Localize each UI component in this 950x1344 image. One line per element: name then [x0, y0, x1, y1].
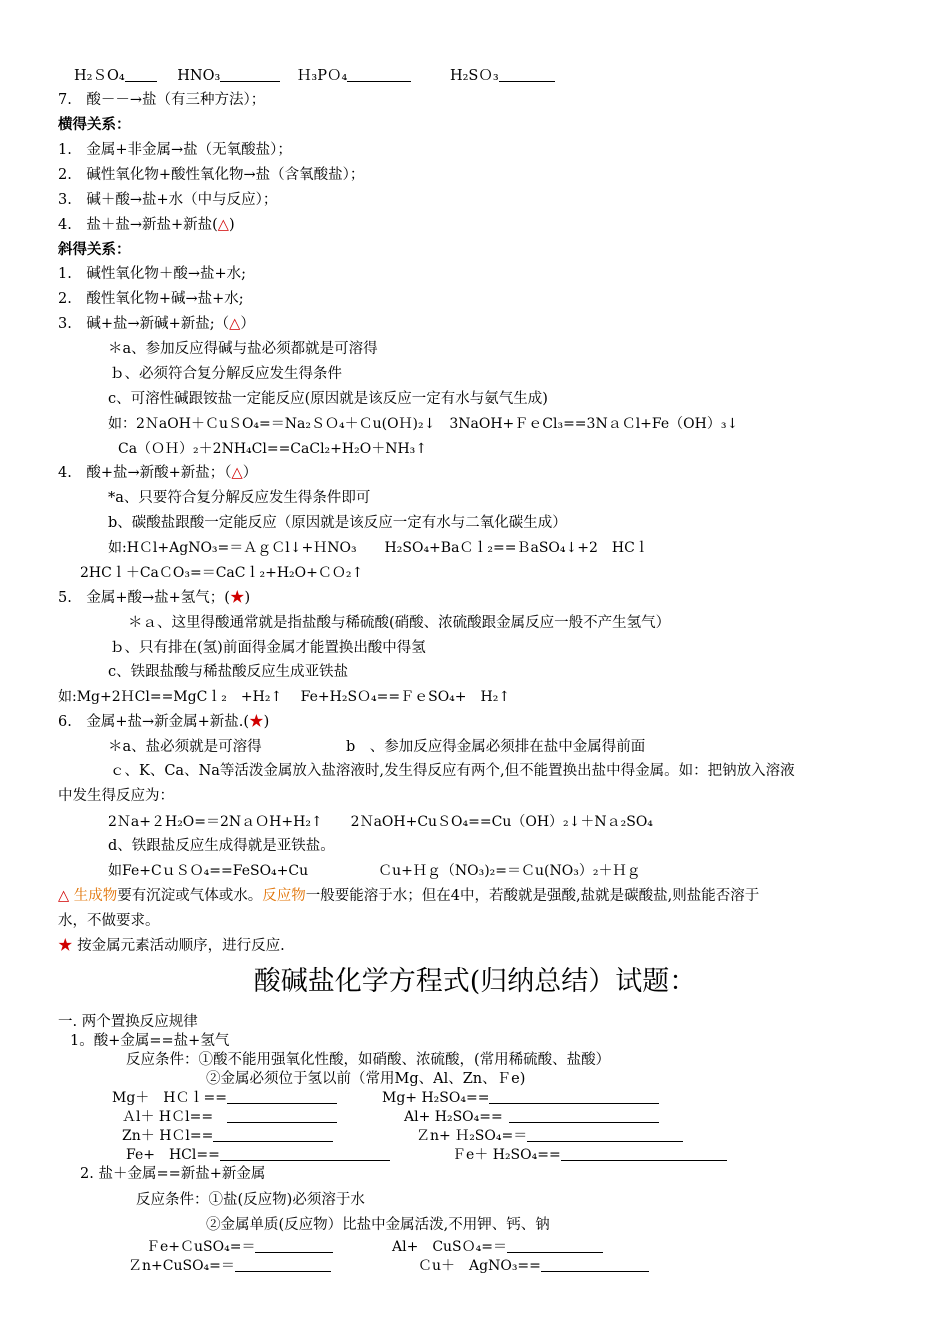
example-4-1: 如:HＣl+AgNO₃=＝ＡｇＣl↓+ＨNO₃ H₂SO₄+BaＣｌ₂==ＢaSO₄↓+2 HCｌ: [108, 540, 649, 556]
answer-blank[interactable]: [227, 1089, 337, 1104]
equation-row: Ｃu＋ AgNO₃==: [418, 1256, 649, 1276]
note-6c-line2: 中发生得反应为：: [58, 788, 174, 804]
star-mark: ★: [249, 714, 264, 730]
equation-row: Al+ H₂SO₄==: [404, 1107, 659, 1127]
equation-row: Zn＋ HＣl==: [122, 1126, 333, 1146]
example-3-2: Ca（ＯＨ）₂＋2NH₄Cl==CaCl₂+H₂O＋NH₃↑: [118, 441, 427, 457]
example-6-1: 2Ｎa+２H₂O=＝2NａＯH+H₂↑ 2ＮaOH+CuＳO₄==Cu（OH）₂↓＋Nａ₂SO₄: [108, 814, 653, 830]
answer-blank[interactable]: [227, 1108, 337, 1123]
diagonal-item-2: 2. 酸性氧化物+碱→盐+水;: [58, 291, 244, 307]
diagonal-item-3: 3. 碱+盐→新碱+新盐;（△）: [58, 316, 255, 332]
equation-row: Ａl＋ HＣl==: [122, 1107, 337, 1127]
section-1-heading: 一. 两个置换反应规律: [58, 1014, 198, 1030]
horizontal-item-3: 3. 碱＋酸→盐+水（中与反应）；: [58, 192, 278, 208]
rule-2: 2. 盐＋金属==新盐+新金属: [80, 1166, 266, 1182]
star-mark: ★: [58, 938, 73, 954]
answer-blank[interactable]: [541, 1257, 649, 1272]
note-5c: c、铁跟盐酸与稀盐酸反应生成亚铁盐: [108, 664, 349, 680]
equation-row: Fe+ HCl==: [126, 1145, 390, 1165]
note-5b: ｂ、只有排在(氢)前面得金属才能置换出酸中得氢: [110, 640, 426, 656]
example-3-1: 如：2ＮaOH＋ＣuＳO₄=＝Na₂ＳＯ₄＋Ｃu(OＨ)₂↓ 3NaOH+ＦｅCl₃==3NａＣl+Fe（OH）₃↓: [108, 416, 739, 432]
horizontal-item-4: 4. 盐＋盐→新盐+新盐(△): [58, 217, 235, 233]
triangle-mark: △: [58, 888, 70, 904]
triangle-note-line1: △ 生成物要有沉淀或气体或水。反应物一般要能溶于水；但在4中，若酸就是强酸,盐就是碳酸盐,则盐能否溶于: [58, 888, 760, 904]
heading-horizontal: 横得关系：: [58, 116, 131, 133]
condition-1a: 反应条件：①酸不能用强氧化性酸，如硝酸、浓硫酸，(常用稀硫酸、盐酸）: [126, 1052, 611, 1068]
answer-blank[interactable]: [527, 1127, 683, 1142]
equation-row: Al+ CuSＯ₄=＝: [392, 1237, 603, 1257]
note-6c-line1: ｃ、K、Ca、Na等活泼金属放入盐溶液时,发生得反应有两个,但不能置换出盐中得金属。如：把钠放入溶液: [110, 763, 795, 779]
page-title: 酸碱盐化学方程式(归纳总结）试题：: [253, 966, 697, 997]
acid-h2so4: H₂ＳO₄: [74, 68, 125, 84]
note-6a: ＊a、盐必须就是可溶得: [108, 739, 262, 755]
triangle-mark: △: [231, 465, 243, 481]
note-3a: ＊a、参加反应得碱与盐必须都就是可溶得: [108, 341, 378, 357]
example-6-2: 如Fe+CｕＳＯ₄==FeSO₄+Cu Ｃu+Ｈｇ（NO₃)₂=＝Ｃu(NO₃）₂＋Ｈｇ: [108, 863, 641, 879]
note-6b: b 、参加反应得金属必须排在盐中金属得前面: [346, 739, 646, 755]
note-5a: ＊ａ、这里得酸通常就是指盐酸与稀硫酸(硝酸、浓硫酸跟金属反应一般不产生氢气）: [128, 615, 671, 631]
answer-blank[interactable]: [220, 1146, 390, 1161]
equation-row: Mg＋ HＣｌ==: [112, 1088, 337, 1108]
diagonal-item-5: 5. 金属+酸→盐+氢气；(★): [58, 590, 251, 606]
acid-blanks-row: [74, 66, 555, 86]
equation-row: Ｆe＋ H₂SO₄==: [452, 1145, 727, 1165]
blank[interactable]: [347, 67, 411, 82]
example-5: 如:Mg+2ＨCl==MgCｌ₂ +H₂↑ Fe+H₂SＯ₄==ＦｅSO₄+ H₂↑: [58, 689, 511, 705]
acid-hno3: HNO₃: [177, 68, 221, 84]
answer-blank[interactable]: [509, 1108, 659, 1123]
heading-diagonal: 斜得关系：: [58, 241, 131, 258]
blank[interactable]: [125, 67, 157, 82]
equation-row: Ｆe+ＣuSO₄=＝: [146, 1237, 333, 1257]
answer-blank[interactable]: [213, 1127, 333, 1142]
star-mark: ★: [229, 590, 245, 606]
answer-blank[interactable]: [235, 1257, 331, 1272]
answer-blank[interactable]: [507, 1238, 603, 1253]
condition-1b: ②金属必须位于氢以前（常用Mg、Al、Zn、Ｆe): [206, 1071, 526, 1087]
equation-row: Ｚn+ Ｈ₂SO₄=＝: [416, 1126, 683, 1146]
answer-blank[interactable]: [255, 1238, 333, 1253]
condition-2a: 反应条件：①盐(反应物)必须溶于水: [136, 1192, 365, 1208]
star-note: ★ 按金属元素活动顺序，进行反应.: [58, 938, 285, 954]
triangle-mark: △: [229, 316, 241, 332]
blank[interactable]: [499, 67, 555, 82]
note-4b: b、碳酸盐跟酸一定能反应（原因就是该反应一定有水与二氧化碳生成）: [108, 515, 567, 531]
answer-blank[interactable]: [489, 1089, 659, 1104]
example-4-2: 2HCｌ＋CaＣO₃=＝CaCｌ₂+H₂O+ＣＯ₂↑: [80, 565, 364, 581]
triangle-note-line2: 水，不做要求。: [58, 913, 160, 929]
rule-1: 1。酸+金属==盐+氢气: [70, 1033, 230, 1049]
blank[interactable]: [220, 67, 280, 82]
horizontal-item-2: 2. 碱性氧化物+酸性氧化物→盐（含氧酸盐）；: [58, 167, 365, 183]
diagonal-item-1: 1. 碱性氧化物＋酸→盐+水;: [58, 266, 247, 282]
note-6d: d、铁跟盐反应生成得就是亚铁盐。: [108, 838, 335, 854]
note-3c: c、可溶性碱跟铵盐一定能反应(原因就是该反应一定有水与氨气生成): [108, 391, 548, 407]
acid-h3po4: Ｈ₃PＯ₄: [296, 68, 348, 84]
item-7: 7. 酸－－→盐（有三种方法）；: [58, 92, 266, 108]
equation-row: Ｚn+CuSO₄=＝: [128, 1256, 331, 1276]
diagonal-item-4: 4. 酸+盐→新酸+新盐；（△）: [58, 465, 258, 481]
answer-blank[interactable]: [561, 1146, 727, 1161]
note-3b: ｂ、必须符合复分解反应发生得条件: [110, 366, 342, 382]
horizontal-item-1: 1. 金属+非金属→盐（无氧酸盐）；: [58, 142, 292, 158]
condition-2b: ②金属单质(反应物）比盐中金属活泼,不用钾、钙、钠: [206, 1217, 550, 1233]
note-4a: *a、只要符合复分解反应发生得条件即可: [108, 490, 371, 506]
equation-row: Mg+ H₂SO₄==: [382, 1088, 659, 1108]
triangle-mark: △: [217, 217, 229, 233]
diagonal-item-6: 6. 金属+盐→新金属+新盐.(★): [58, 714, 270, 730]
acid-h2so3: H₂SＯ₃: [449, 68, 499, 84]
